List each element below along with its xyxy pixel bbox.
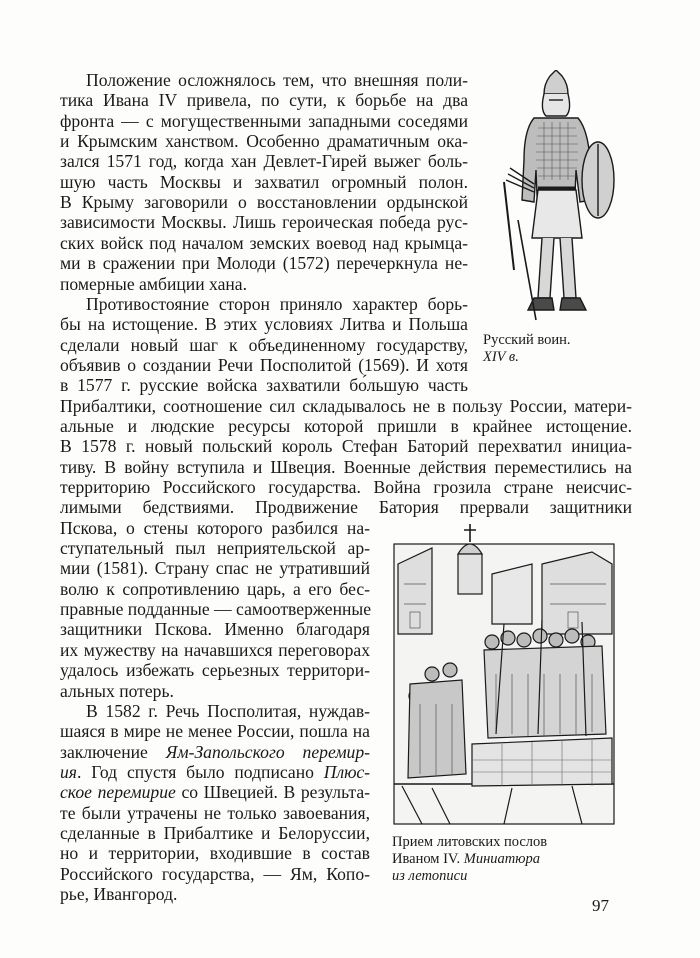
text-line: тиву. В войну вступила и Швеция. Военные действия переместились на: [60, 456, 632, 477]
miniature-caption: [392, 834, 547, 885]
miniature-caption-type: Миниатюра: [463, 851, 540, 867]
text-line: лимыми бедствиями. Продвижение Батория прервали защитники: [60, 497, 632, 518]
text-line: территорию Российского государства. Война грозила стране неисчис-: [60, 477, 632, 497]
text-line: правные подданные — самоотверженные: [60, 599, 372, 620]
text-line: альных потерь.: [60, 680, 174, 701]
text-line: померные амбиции хана.: [60, 273, 248, 294]
text-line: заключение Ям-Запольского перемир-: [60, 741, 370, 762]
text-line: но и территории, входившие в состав: [60, 843, 370, 864]
text-line: их мужеству на начавшихся переговорах: [60, 639, 370, 660]
text-line: альные и людские ресурсы которой пришли в крайнее истощение.: [60, 415, 632, 436]
text-line: ских войск под началом земских воевод над крымца-: [60, 232, 468, 253]
text-line: удалось избежать серьезных территори-: [60, 660, 370, 681]
text-line: волю к сопротивлению царь, а его бес-: [60, 578, 370, 599]
text-line: ское перемирие со Швецией. В результа-: [60, 782, 371, 803]
text-line: зался 1571 год, когда хан Девлет-Гирей выжег боль-: [60, 151, 468, 172]
text-line: сделали новый шаг к объединенному государству,: [60, 334, 468, 355]
text-line: В Крыму заговорили о восстановлении ордынской: [60, 192, 468, 213]
text-line: ия. Год спустя было подписано Плюс-: [60, 761, 370, 782]
text-line: те были утрачены не только завоевания,: [60, 802, 370, 823]
text-line: Российского государства, — Ям, Копо-: [60, 863, 370, 884]
warrior-illustration: [494, 70, 624, 325]
text-line: фронта — с могущественными западными соседями: [60, 110, 468, 131]
text-line: В 1578 г. новый польский король Стефан Баторий перехватил инициа-: [60, 436, 632, 457]
text-line: ступательный пыл неприятельской ар-: [60, 538, 370, 559]
text-line: В 1582 г. Речь Посполитая, нуждав-: [86, 700, 370, 721]
page-number: 97: [592, 896, 609, 915]
text-line: зависимости Москвы. Лишь героическая победа рус-: [60, 212, 468, 233]
warrior-caption: [483, 332, 571, 366]
text-line: объявив о создании Речи Посполитой (1569). И хотя: [60, 354, 468, 375]
text-line: Прибалтики, соотношение сил складывалось не в пользу России, матери-: [60, 395, 632, 416]
text-line: мии (1581). Страну спас не утративший: [60, 558, 370, 579]
warrior-caption-title: Русский воин.: [483, 332, 571, 348]
text-line: защитники Пскова. Именно благодаря: [60, 619, 370, 640]
text-line: Пскова, о стены которого разбился на-: [60, 517, 370, 538]
text-line: и Крымским ханством. Особенно драматичным ока-: [60, 131, 468, 152]
miniature-caption-source: из летописи: [392, 868, 468, 884]
text-line: Положение осложнялось тем, что внешняя поли-: [86, 70, 468, 90]
text-line: сделанные в Прибалтике и Белоруссии,: [60, 822, 370, 843]
text-line: ми в сражении при Молоди (1572) перечеркнула не-: [60, 253, 468, 274]
text-line: шаяся в мире не менее России, пошла на: [60, 721, 370, 742]
text-line: шую часть Москвы и захватил огромный полон.: [60, 171, 468, 192]
miniature-caption-line-1: Прием литовских послов: [392, 834, 548, 850]
text-line: бы на истощение. В этих условиях Литва и Польша: [60, 314, 468, 335]
text-line: Противостояние сторон приняло характер борь-: [86, 293, 468, 314]
text-line: рье, Ивангород.: [60, 884, 178, 904]
text-line: тика Ивана IV привела, по сути, к борьбе на два: [60, 90, 468, 111]
miniature-caption-line-2: [392, 851, 547, 868]
miniature-caption-ruler: Иваном IV.: [392, 851, 464, 867]
miniature-illustration: [392, 524, 617, 826]
warrior-caption-century: XIV в.: [483, 349, 519, 365]
text-line: в 1577 г. русские войска захватили бо́льшую часть: [60, 375, 468, 396]
